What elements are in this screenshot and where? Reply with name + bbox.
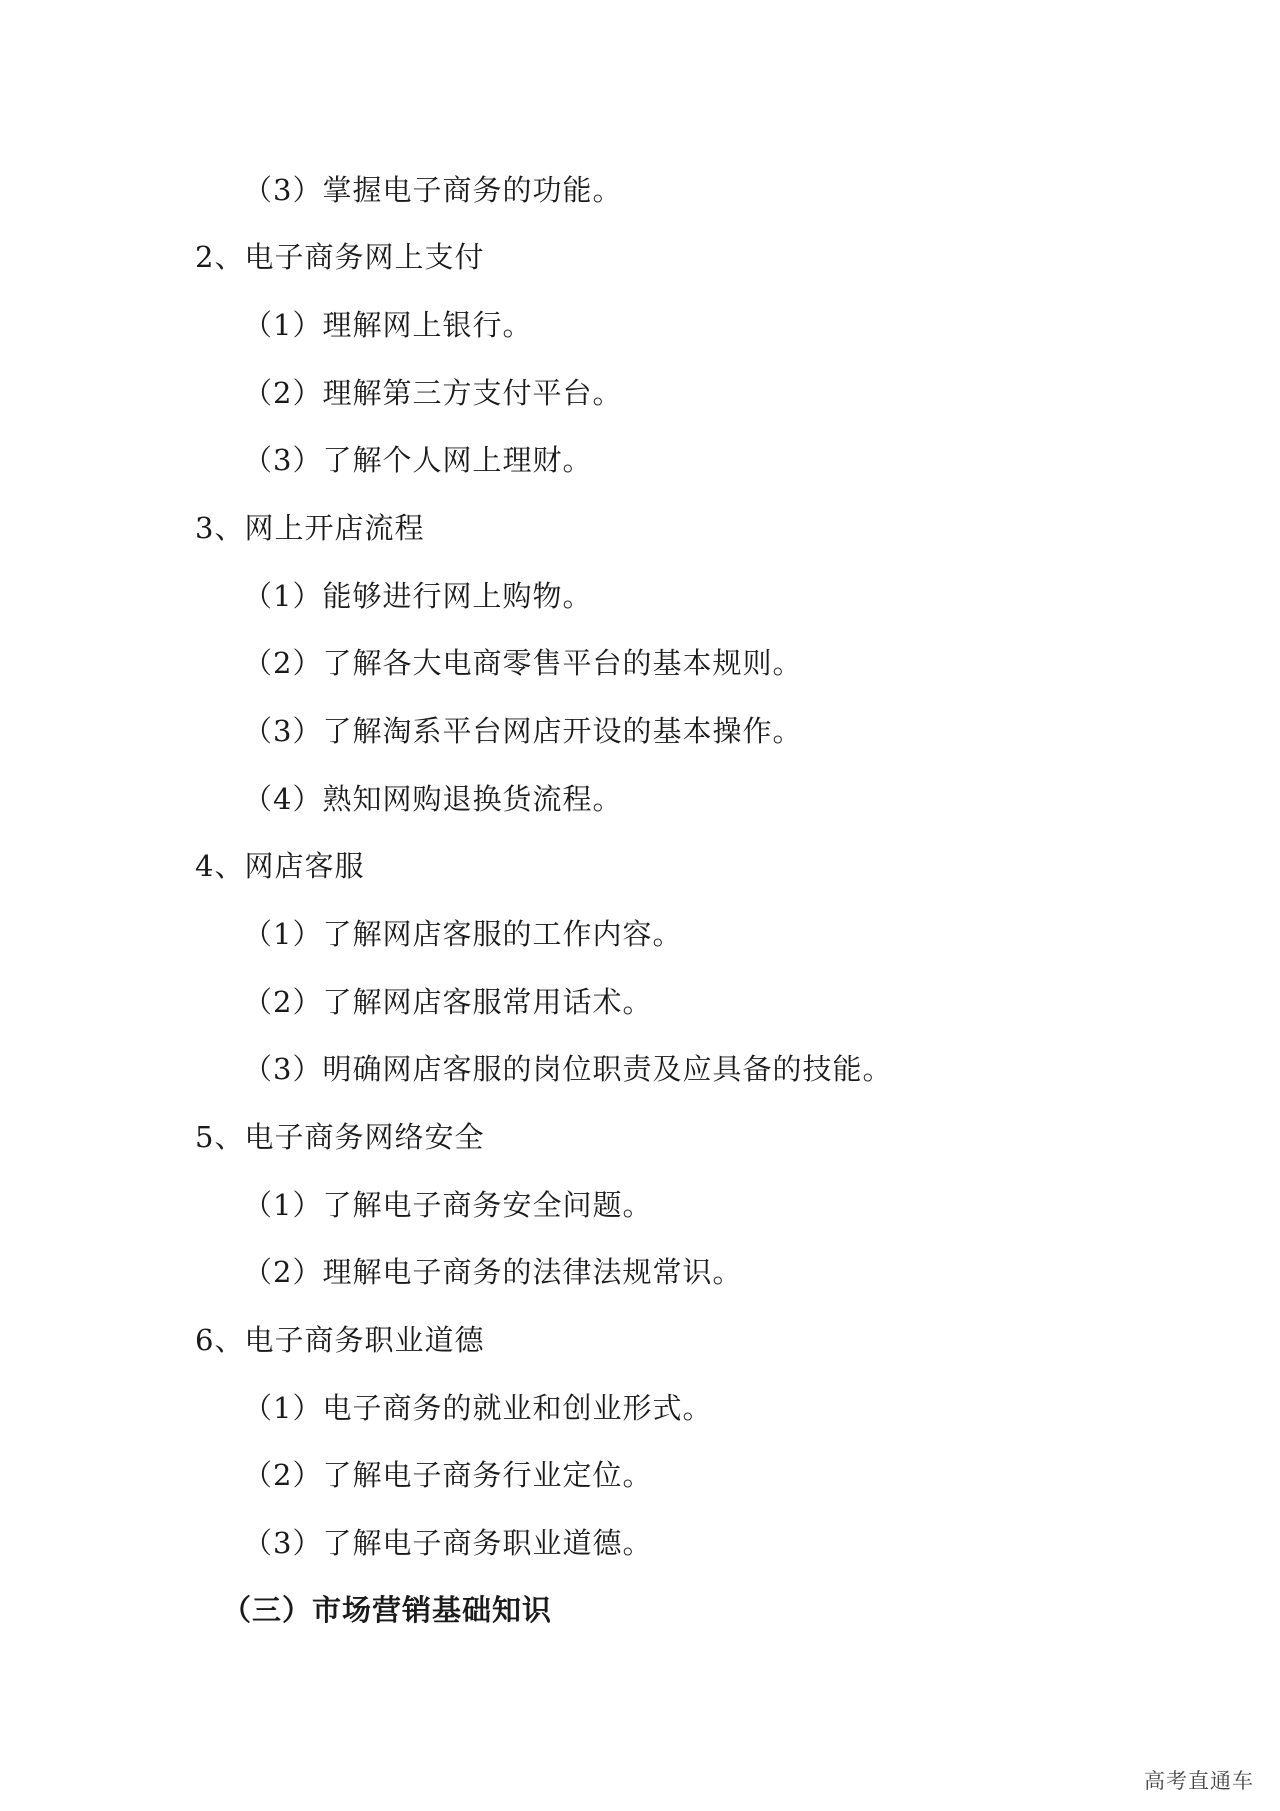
list-item: （3）明确网店客服的岗位职责及应具备的技能。 (243, 1052, 893, 1086)
section-heading: 5、电子商务网络安全 (195, 1120, 485, 1154)
list-item: （3）了解电子商务职业道德。 (243, 1526, 653, 1560)
list-item: （1）了解电子商务安全问题。 (243, 1188, 653, 1222)
section-heading: 4、网店客服 (195, 849, 365, 883)
section-heading: 2、电子商务网上支付 (195, 240, 485, 274)
list-item: （2）理解第三方支付平台。 (243, 376, 623, 410)
list-item: （2）了解网店客服常用话术。 (243, 985, 653, 1019)
list-item: （1）理解网上银行。 (243, 308, 533, 342)
list-item: （3）了解个人网上理财。 (243, 443, 593, 477)
list-item: （2）了解各大电商零售平台的基本规则。 (243, 646, 803, 680)
section-heading: 6、电子商务职业道德 (195, 1323, 485, 1357)
list-item: （2）了解电子商务行业定位。 (243, 1458, 653, 1492)
list-item: （1）能够进行网上购物。 (243, 579, 593, 613)
list-item: （3）掌握电子商务的功能。 (243, 173, 623, 207)
list-item: （2）理解电子商务的法律法规常识。 (243, 1255, 743, 1289)
list-item: （4）熟知网购退换货流程。 (243, 782, 623, 816)
chapter-heading: （三）市场营销基础知识 (222, 1593, 553, 1627)
watermark-text: 高考直通车 (1144, 1769, 1254, 1793)
section-heading: 3、网上开店流程 (195, 511, 425, 545)
list-item: （3）了解淘系平台网店开设的基本操作。 (243, 714, 803, 748)
list-item: （1）电子商务的就业和创业形式。 (243, 1391, 713, 1425)
list-item: （1）了解网店客服的工作内容。 (243, 917, 683, 951)
